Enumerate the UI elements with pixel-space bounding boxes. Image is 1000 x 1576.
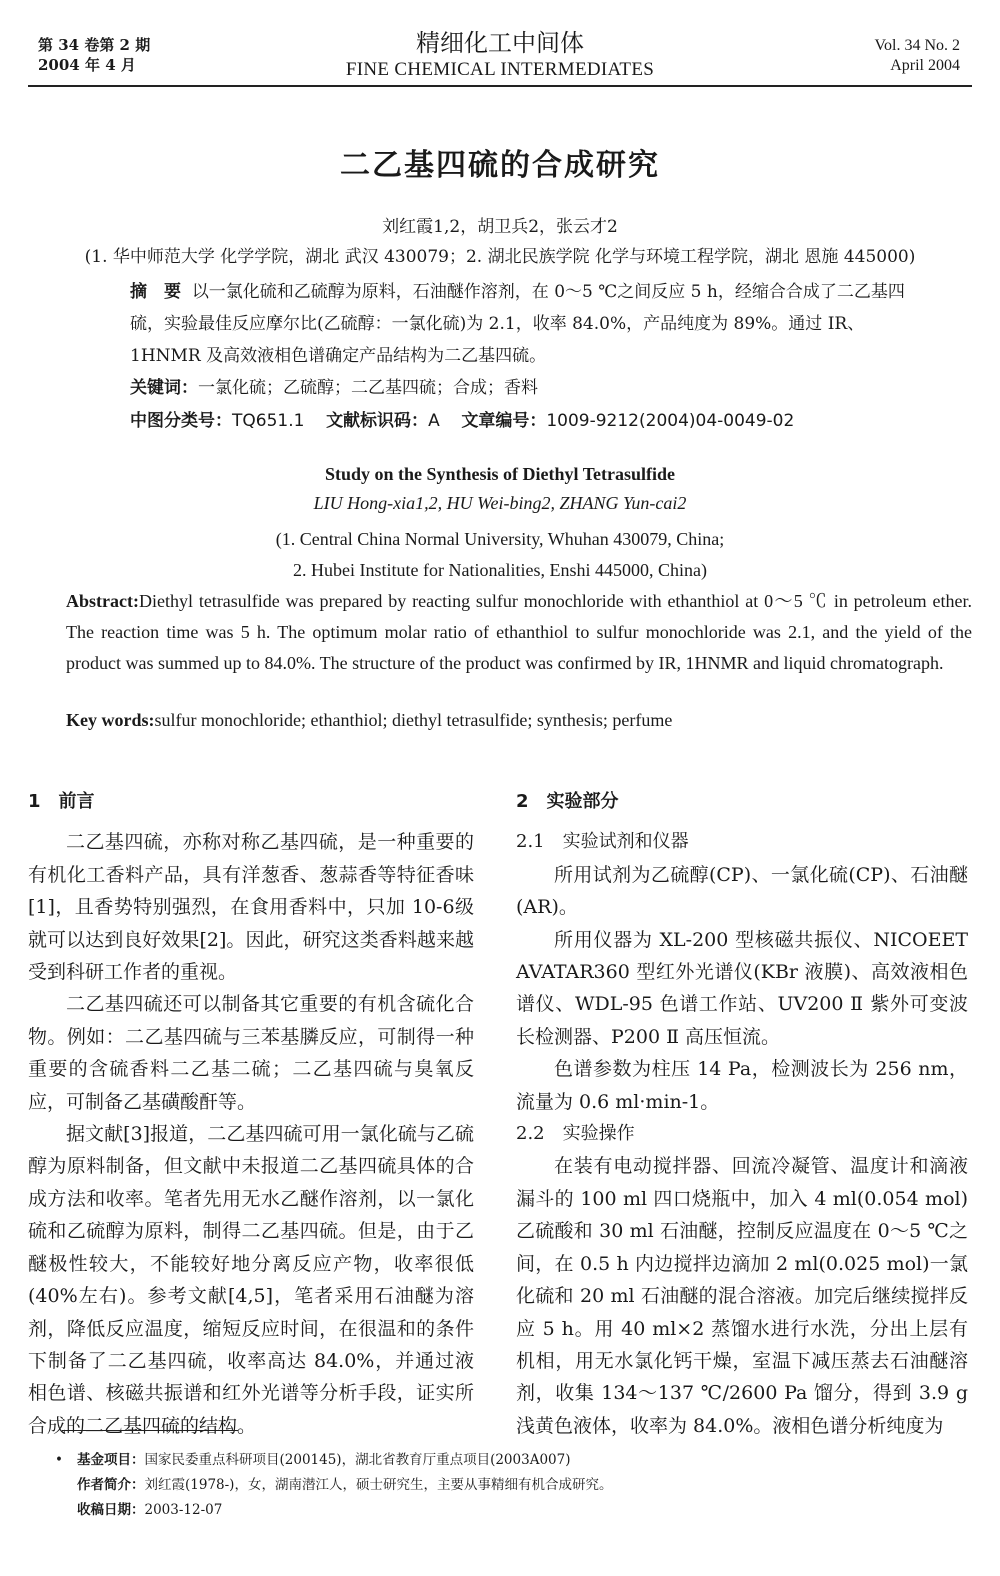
- section-1-paragraph-1: 二乙基四硫，亦称对称乙基四硫，是一种重要的有机化工香料产品，具有洋葱香、葱蒜香等特征香味[1]，且香势特别强烈，在食用香料中，只加 10-6级就可以达到良好效果[2]。因此，研究这类香料越来越受到科研工作者的重视。: [28, 831, 474, 984]
- footnote-fund: [55, 1448, 612, 1473]
- affiliation-en-2: 2. Hubei Institute for Nationalities, Enshi 445000, China): [293, 560, 707, 580]
- doc-code-value: A: [428, 411, 440, 431]
- keywords-en-label: Key words:: [66, 710, 155, 730]
- subsection-2-1-heading: 2.1 实验试剂和仪器: [516, 831, 689, 853]
- subsection-2-2-heading: 2.2 实验操作: [516, 1123, 635, 1145]
- authors-zh: 刘红霞1,2，胡卫兵2，张云才2: [382, 217, 618, 237]
- doc-code-label: 文献标识码：: [326, 411, 429, 431]
- header-divider: [28, 85, 972, 87]
- section-1-heading: 1 前言: [28, 791, 95, 812]
- keywords-zh-text: 一氯化硫；乙硫醇；二乙基四硫；合成；香料: [198, 378, 538, 398]
- section-2-1-paragraph-1: 所用试剂为乙硫醇(CP)、一氯化硫(CP)、石油醚(AR)。: [516, 863, 968, 919]
- body-right-column: [516, 786, 968, 1442]
- section-1-paragraph-3: 据文献[3]报道，二乙基四硫可用一氯化硫与乙硫醇为原料制备，但文献中未报道二乙基四硫具体的合成方法和收率。笔者先用无水乙醚作溶剂，以一氯化硫和乙硫醇为原料，制得二乙基四硫。但是，由于乙醚极性较大，不能较好地分离反应产物，收率很低(40%左右)。参考文献[4,5]，笔者采用石油醚为溶剂，降低反应温度，缩短反应时间，在很温和的条件下制备了二乙基四硫，收率高达 84.0%，并通过液相色谱、核磁共振谱和红外光谱等分析手段，证实所合成的二乙基四硫的结构。: [28, 1123, 474, 1437]
- footnote-divider: [62, 1430, 238, 1431]
- received-label: 收稿日期：: [77, 1502, 145, 1518]
- classification-line: [130, 406, 794, 431]
- header-date-en: April 2004: [890, 57, 960, 74]
- header-date-zh: 2004 年 4 月: [38, 56, 136, 74]
- journal-title: [0, 28, 1000, 82]
- abstract-zh-label: 摘 要: [130, 282, 181, 302]
- abstract-en-label: Abstract:: [66, 591, 139, 611]
- abstract-zh: [90, 276, 920, 372]
- keywords-en-text: sulfur monochloride; ethanthiol; diethyl tetrasulfide; synthesis; perfume: [154, 710, 673, 730]
- header-volume-en: Vol. 34 No. 2: [874, 37, 960, 54]
- affiliations-zh: (1. 华中师范大学 化学学院，湖北 武汉 430079；2. 湖北民族学院 化学与环境工程学院，湖北 恩施 445000): [84, 247, 916, 267]
- authors-en: LIU Hong-xia1,2, HU Wei-bing2, ZHANG Yun-cai2: [313, 493, 687, 513]
- section-2-1-paragraph-2: 所用仪器为 XL-200 型核磁共振仪、NICOEET AVATAR360 型红外光谱仪(KBr 液膜)、高效液相色谱仪、WDL-95 色谱工作站、UV200 Ⅱ 紫外可变波长检测器、P200 Ⅱ 高压恒流。: [516, 928, 968, 1048]
- abstract-en: [28, 586, 972, 679]
- keywords-zh-label: 关键词：: [130, 378, 198, 398]
- section-2-2-paragraph-1: 在装有电动搅拌器、回流冷凝管、温度计和滴液漏斗的 100 ml 四口烧瓶中，加入 4 ml(0.054 mol)乙硫酸和 30 ml 石油醚，控制反应温度在 0～5 ℃之间，在 0.5 h 内边搅拌边滴加 2 ml(0.025 mol)一氯化硫和 20 ml 石油醚的混合溶液。加完后继续搅拌反应 5 h。用 40 ml×2 蒸馏水进行水洗，分出上层有机相，用无水氯化钙干燥，室温下减压蒸去石油醚溶剂，收集 134～137 ℃/2600 Pa 馏分，得到 3.9 g 浅黄色液体，收率为 84.0%。液相色谱分析纯度为: [516, 1155, 968, 1437]
- author-bio-text: 刘红霞(1978-)，女，湖南潜江人，硕士研究生，主要从事精细有机合成研究。: [144, 1477, 613, 1493]
- keywords-zh: [130, 373, 538, 398]
- abstract-en-text: Diethyl tetrasulfide was prepared by reacting sulfur monochloride with ethanthiol at 0～5 ℃ in petroleum ether. The reaction time was 5 h. The optimum molar ratio of ethanthiol to sulfur monochloride was 2.1, and the yield of the product was summed up to 84.0%. The structure of the product was confirmed by IR, 1HNMR and liquid chromatograph.: [66, 591, 972, 673]
- journal-title-en: FINE CHEMICAL INTERMEDIATES: [345, 59, 655, 80]
- footnotes: [55, 1448, 612, 1523]
- clc-value: TQ651.1: [232, 411, 305, 431]
- affiliation-en-1: (1. Central China Normal University, Whuhan 430079, China;: [275, 529, 725, 549]
- section-1-paragraph-2: 二乙基四硫还可以制备其它重要的有机含硫化合物。例如：二乙基四硫与三苯基膦反应，可制得一种重要的含硫香料二乙基二硫；二乙基四硫与臭氧反应，可制备乙基磺酸酐等。: [28, 993, 474, 1113]
- paper-title-en: Study on the Synthesis of Diethyl Tetrasulfide: [324, 464, 676, 484]
- fund-label: 基金项目：: [77, 1452, 145, 1468]
- footnote-author: [55, 1473, 612, 1498]
- footnote-received: [55, 1498, 612, 1523]
- section-2-heading: 2 实验部分: [516, 791, 619, 812]
- header-volume-zh: 第 34 卷第 2 期: [38, 36, 151, 54]
- affiliations-en: [0, 524, 1000, 586]
- article-id-value: 1009-9212(2004)04-0049-02: [546, 411, 795, 431]
- abstract-zh-text: 以一氯化硫和乙硫醇为原料，石油醚作溶剂，在 0～5 ℃之间反应 5 h，经缩合合成了二乙基四硫，实验最佳反应摩尔比(乙硫醇：一氯化硫)为 2.1，收率 84.0%，产品纯度为 89%。通过 IR、1HNMR 及高效液相色谱确定产品结构为二乙基四硫。: [130, 282, 905, 366]
- clc-label: 中图分类号：: [130, 411, 232, 431]
- section-2-1-paragraph-3: 色谱参数为柱压 14 Pa，检测波长为 256 nm，流量为 0.6 ml·min-1。: [516, 1058, 968, 1113]
- body-left-column: [28, 786, 474, 1442]
- footnote-marker: •: [55, 1452, 63, 1468]
- keywords-en: [66, 710, 672, 731]
- fund-text: 国家民委重点科研项目(200145)，湖北省教育厅重点项目(2003A007): [144, 1452, 571, 1468]
- author-bio-label: 作者简介：: [77, 1477, 145, 1493]
- header-issue-en: [875, 36, 961, 76]
- article-id-label: 文章编号：: [461, 411, 547, 431]
- received-date: 2003-12-07: [144, 1502, 223, 1518]
- paper-title-zh: 二乙基四硫的合成研究: [340, 148, 660, 183]
- journal-title-zh: 精细化工中间体: [416, 29, 584, 57]
